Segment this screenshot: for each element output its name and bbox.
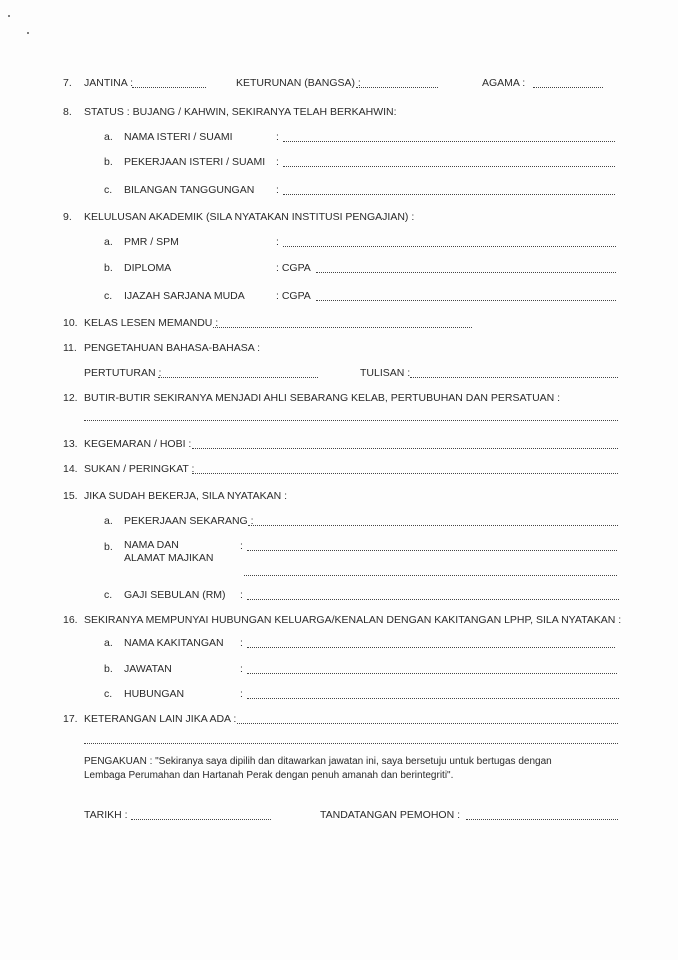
sub-letter: b. bbox=[104, 663, 113, 675]
lesen-label: KELAS LESEN MEMANDU : bbox=[84, 317, 219, 329]
tulisan-label: TULISAN : bbox=[360, 367, 411, 379]
pertuturan-field[interactable] bbox=[158, 368, 318, 378]
alamat-majikan-field[interactable] bbox=[244, 566, 617, 576]
ijazah-label: IJAZAH SARJANA MUDA bbox=[124, 290, 245, 302]
bahasa-label: PENGETAHUAN BAHASA-BAHASA : bbox=[84, 342, 261, 354]
kelab-label: BUTIR-BUTIR SEKIRANYA MENJADI AHLI SEBARANG KELAB, PERTUBUHAN DAN PERSATUAN : bbox=[84, 392, 561, 404]
hobi-label: KEGEMARAN / HOBI : bbox=[84, 438, 192, 450]
sub-letter: c. bbox=[104, 290, 113, 302]
colon: : bbox=[240, 637, 243, 649]
sub-letter: c. bbox=[104, 589, 113, 601]
pengakuan-line-1: PENGAKUAN : "Sekiranya saya dipilih dan ditawarkan jawatan ini, saya bersetuju untuk bertugas dengan bbox=[84, 756, 552, 767]
pmr-spm-label: PMR / SPM bbox=[124, 236, 179, 248]
pmr-spm-field[interactable] bbox=[283, 237, 616, 247]
agama-label: AGAMA : bbox=[482, 77, 526, 89]
sub-letter: a. bbox=[104, 131, 113, 143]
item-number: 16. bbox=[63, 614, 78, 626]
lesen-field[interactable] bbox=[213, 318, 472, 328]
sub-letter: c. bbox=[104, 688, 113, 700]
item-number: 7. bbox=[63, 77, 72, 89]
jawatan-label: JAWATAN bbox=[124, 663, 172, 675]
sub-letter: b. bbox=[104, 541, 113, 553]
keterangan-label: KETERANGAN LAIN JIKA ADA : bbox=[84, 713, 237, 725]
sub-letter: a. bbox=[104, 236, 113, 248]
jawatan-field[interactable] bbox=[247, 664, 617, 674]
pengakuan-line-2: Lembaga Perumahan dan Hartanah Perak dengan penuh amanah dan berintegriti". bbox=[84, 770, 454, 781]
bilangan-tanggungan-label: BILANGAN TANGGUNGAN bbox=[124, 184, 255, 196]
bekerja-label: JIKA SUDAH BEKERJA, SILA NYATAKAN : bbox=[84, 490, 288, 502]
colon: : bbox=[276, 236, 279, 248]
tarikh-label: TARIKH : bbox=[84, 809, 128, 821]
pekerjaan-isteri-label: PEKERJAAN ISTERI / SUAMI bbox=[124, 156, 266, 168]
agama-field[interactable] bbox=[533, 78, 603, 88]
sub-letter: a. bbox=[104, 515, 113, 527]
item-number: 17. bbox=[63, 713, 78, 725]
kelab-field[interactable] bbox=[84, 411, 618, 421]
scan-speck bbox=[27, 32, 29, 34]
tandatangan-field[interactable] bbox=[466, 810, 618, 820]
sub-letter: a. bbox=[104, 637, 113, 649]
diploma-label: DIPLOMA bbox=[124, 262, 172, 274]
kelulusan-label: KELULUSAN AKADEMIK (SILA NYATAKAN INSTITUSI PENGAJIAN) : bbox=[84, 211, 415, 223]
gaji-label: GAJI SEBULAN (RM) bbox=[124, 589, 226, 601]
jantina-field[interactable] bbox=[132, 78, 206, 88]
colon: : bbox=[240, 688, 243, 700]
nama-isteri-label: NAMA ISTERI / SUAMI bbox=[124, 131, 233, 143]
pekerjaan-isteri-field[interactable] bbox=[283, 157, 615, 167]
pekerjaan-sekarang-field[interactable] bbox=[248, 516, 618, 526]
item-number: 10. bbox=[63, 317, 78, 329]
pertuturan-label: PERTUTURAN : bbox=[84, 367, 162, 379]
hobi-field[interactable] bbox=[192, 439, 618, 449]
nama-majikan-label: NAMA DAN bbox=[124, 539, 179, 551]
item-number: 14. bbox=[63, 463, 78, 475]
colon: : bbox=[240, 663, 243, 675]
sub-letter: b. bbox=[104, 156, 113, 168]
nama-kakitangan-label: NAMA KAKITANGAN bbox=[124, 637, 224, 649]
colon: : bbox=[276, 131, 279, 143]
item-number: 11. bbox=[63, 342, 77, 354]
colon: : bbox=[276, 156, 279, 168]
nama-kakitangan-field[interactable] bbox=[247, 638, 615, 648]
sub-letter: c. bbox=[104, 184, 113, 196]
jantina-label: JANTINA : bbox=[84, 77, 134, 89]
item-number: 12. bbox=[63, 392, 78, 404]
item-number: 13. bbox=[63, 438, 78, 450]
keturunan-field[interactable] bbox=[356, 78, 438, 88]
tandatangan-label: TANDATANGAN PEMOHON : bbox=[320, 809, 461, 821]
colon: : bbox=[276, 184, 279, 196]
gaji-field[interactable] bbox=[247, 590, 619, 600]
tulisan-field[interactable] bbox=[410, 368, 618, 378]
nama-isteri-field[interactable] bbox=[283, 132, 615, 142]
tarikh-field[interactable] bbox=[131, 810, 271, 820]
diploma-cgpa-field[interactable] bbox=[316, 263, 616, 273]
item-number: 8. bbox=[63, 106, 72, 118]
keterangan-field[interactable] bbox=[237, 714, 618, 724]
bilangan-tanggungan-field[interactable] bbox=[283, 185, 615, 195]
sub-letter: b. bbox=[104, 262, 113, 274]
hubungan-kakitangan-label: SEKIRANYA MEMPUNYAI HUBUNGAN KELUARGA/KENALAN DENGAN KAKITANGAN LPHP, SILA NYATAKAN : bbox=[84, 614, 622, 626]
alamat-majikan-label: ALAMAT MAJIKAN bbox=[124, 552, 214, 564]
keturunan-label: KETURUNAN (BANGSA) : bbox=[236, 77, 361, 89]
status-label: STATUS : BUJANG / KAHWIN, SEKIRANYA TELAH BERKAHWIN: bbox=[84, 106, 397, 118]
cgpa-label: : CGPA bbox=[276, 290, 311, 302]
hubungan-label: HUBUNGAN bbox=[124, 688, 185, 700]
sukan-field[interactable] bbox=[192, 464, 618, 474]
item-number: 9. bbox=[63, 211, 72, 223]
pekerjaan-sekarang-label: PEKERJAAN SEKARANG : bbox=[124, 515, 254, 527]
item-number: 15. bbox=[63, 490, 78, 502]
ijazah-cgpa-field[interactable] bbox=[316, 291, 616, 301]
scan-speck bbox=[8, 15, 10, 17]
cgpa-label: : CGPA bbox=[276, 262, 311, 274]
hubungan-field[interactable] bbox=[247, 689, 619, 699]
keterangan-field-line-2[interactable] bbox=[84, 734, 618, 744]
sukan-label: SUKAN / PERINGKAT : bbox=[84, 463, 195, 475]
colon: : bbox=[240, 589, 243, 601]
nama-majikan-field[interactable] bbox=[247, 541, 617, 551]
colon: : bbox=[240, 540, 243, 552]
